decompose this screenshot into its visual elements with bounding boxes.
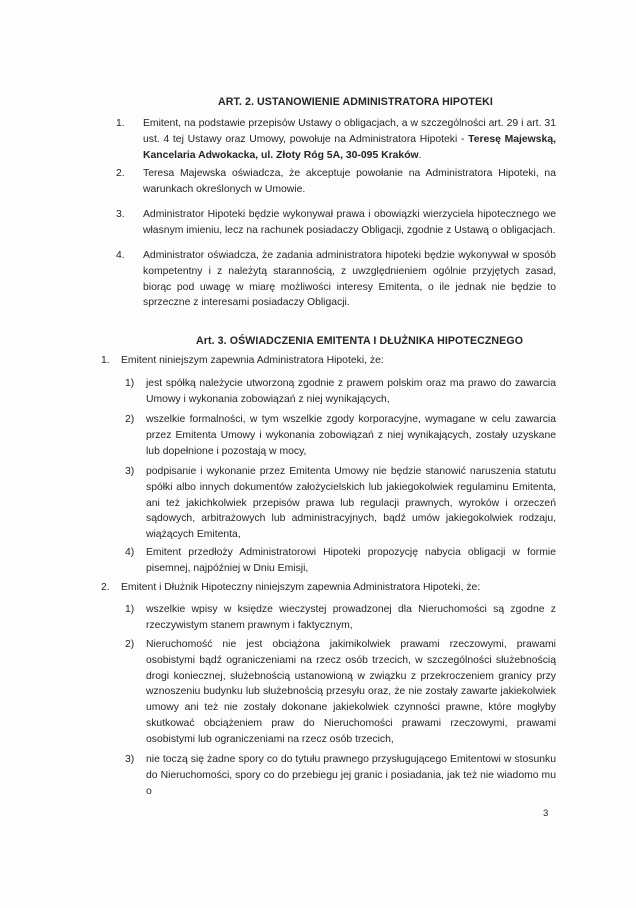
art2-item-1-text-bold: Teresę Majewską, Kancelaria Adwokacka, ul. Złoty Róg 5A, 30-095 Kraków <box>143 133 556 161</box>
art2-item-1-number: 1. <box>116 118 125 129</box>
art3-item-1-sub-2-text: wszelkie formalności, w tym wszelkie zgody korporacyjne, wymagane w celu zawarcia przez Emitenta Umowy i wykonania zobowiązań z niej wynikających, zostały uzyskane lub dopełnione i pozostają w mocy, <box>146 414 556 457</box>
art3-item-1-number: 1. <box>101 355 110 366</box>
art3-item-2-sub-2-number: 2) <box>125 639 135 650</box>
art3-item-1-text: Emitent niniejszym zapewnia Administratora Hipoteki, że: <box>121 355 384 366</box>
art3-item-1-sub-3-number: 3) <box>125 466 135 477</box>
art3-item-2-number: 2. <box>101 582 110 593</box>
art3-item-1-sub-3-text: podpisanie i wykonanie przez Emitenta Umowy nie będzie stanowić naruszenia statutu spółki albo innych dokumentów założycielskich lub jakiegokolwiek regulaminu Emitenta, ani też jakichkolwiek przepisów prawa lub regulacji prawnych, wyroków i orzeczeń sądowych, arbitrażowych lub administracyjnych, bądź umów jakiegokolwiek rodzaju, wiążących Emitenta, <box>146 466 556 541</box>
art3-item-2-sub-3-number: 3) <box>125 754 135 765</box>
art2-item-3-text: Administrator Hipoteki będzie wykonywał prawa i obowiązki wierzyciela hipotecznego we własnym imieniu, lecz na rachunek posiadaczy Obligacji, zgodnie z Ustawą o obligacjach. <box>143 209 556 236</box>
art3-item-2-text: Emitent i Dłużnik Hipoteczny niniejszym zapewnia Administratora Hipoteki, że: <box>121 582 481 593</box>
art2-item-2-text: Teresa Majewska oświadcza, że akceptuje powołanie na Administratora Hipoteki, na warunkach określonych w Umowie. <box>143 168 556 195</box>
art2-item-1-text-pre: Emitent, na podstawie przepisów Ustawy o obligacjach, a w szczególności art. 29 i art. 31 ust. 4 tej Ustawy oraz Umowy, powołuje na Administratora Hipoteki - <box>143 118 556 145</box>
art3-item-2-sub-1-number: 1) <box>125 604 135 615</box>
art2-item-4-number: 4. <box>116 250 125 261</box>
art2-item-4-text: Administrator oświadcza, że zadania administratora hipoteki będzie wykonywał w sposób kompetentny i z należytą starannością, z uwzględnieniem ogólnie przyjętych zasad, biorąc pod uwagę w miarę możliwości interesy Emitenta, o ile jednak nie będzie to sprzeczne z interesami posiadaczy Obligacji. <box>143 250 556 309</box>
art2-item-2-number: 2. <box>116 168 125 179</box>
art3-item-1-sub-1-text: jest spółką należycie utworzoną zgodnie z prawem polskim oraz ma prawo do zawarcia Umowy i wykonania zobowiązań z niej wynikających, <box>146 378 556 405</box>
art2-heading: ART. 2. USTANOWIENIE ADMINISTRATORA HIPOTEKI <box>218 96 493 108</box>
art2-item-1-text-post: . <box>418 149 422 161</box>
art3-item-1-sub-4-number: 4) <box>125 547 135 558</box>
art3-item-1-sub-4-text: Emitent przedłoży Administratorowi Hipoteki propozycję nabycia obligacji w formie pisemnej, najpóźniej w Dniu Emisji, <box>146 547 556 574</box>
art3-item-1-sub-2-number: 2) <box>125 414 135 425</box>
art2-item-1-text <box>143 116 556 163</box>
art2-item-3-number: 3. <box>116 209 125 220</box>
art3-heading: Art. 3. OŚWIADCZENIA EMITENTA I DŁUŻNIKA HIPOTECZNEGO <box>196 335 524 347</box>
page-number: 3 <box>543 808 549 819</box>
art3-item-2-sub-3-text: nie toczą się żadne spory co do tytułu prawnego przysługującego Emitentowi w stosunku do Nieruchomości, spory co do przebiegu jej granic i posiadania, jak też nie wiadomo mu o <box>146 754 556 797</box>
art3-item-1-sub-1-number: 1) <box>125 378 135 389</box>
art3-item-2-sub-2-text: Nieruchomość nie jest obciążona jakimikolwiek prawami rzeczowymi, prawami osobistymi bądź ograniczeniami na rzecz osób trzecich, w szczególności służebnością drogi koniecznej, służebnością ustanowioną w związku z przekroczeniem granicy przy wznoszeniu budynku lub służebnością przesyłu oraz, że nie zostały zawarte jakiekolwiek umowy ani też nie zostały dokonane jakiekolwiek czynności prawne, które mogłyby skutkować obciążeniem praw do Nieruchomości prawami rzeczowymi, prawami osobistymi lub ograniczeniami na rzecz osób trzecich, <box>146 639 556 745</box>
art3-item-2-sub-1-text: wszelkie wpisy w księdze wieczystej prowadzonej dla Nieruchomości są zgodne z rzeczywistym stanem prawnym i faktycznym, <box>146 604 556 631</box>
